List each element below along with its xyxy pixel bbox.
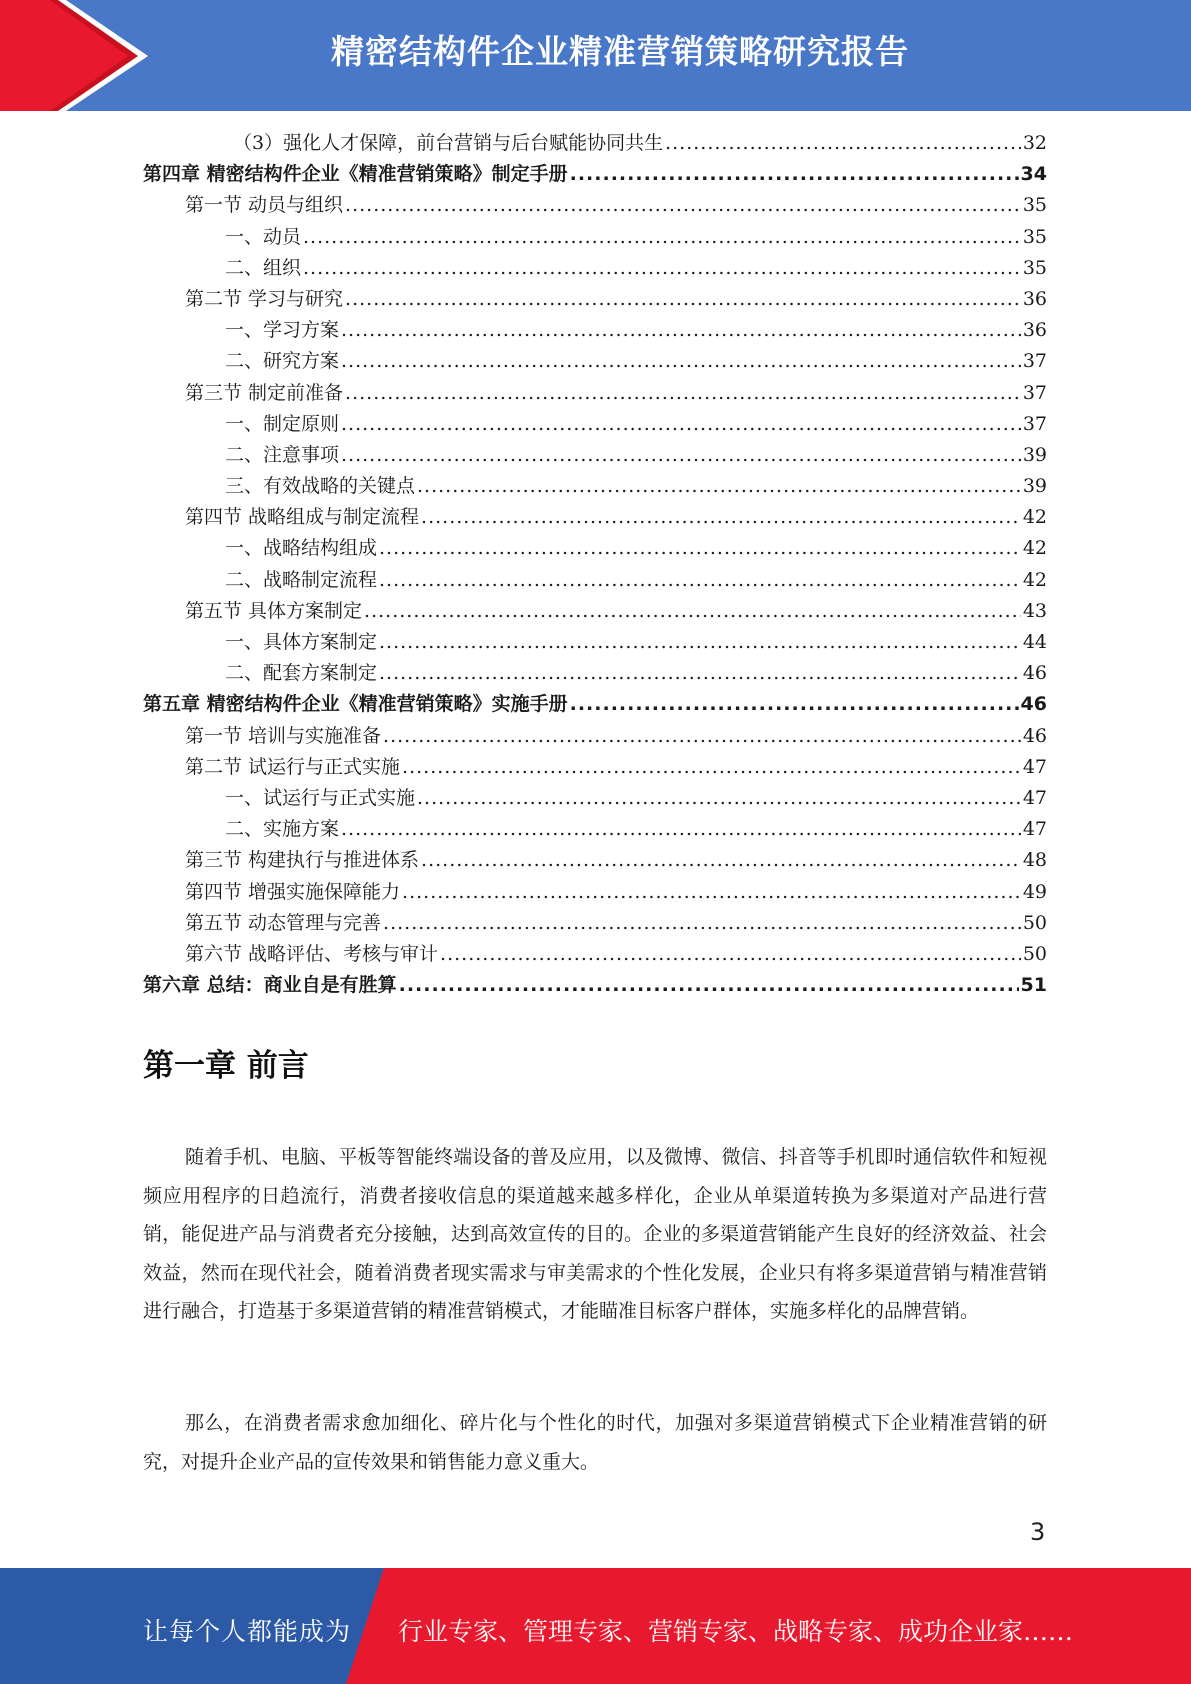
toc-entry[interactable]	[143, 721, 1047, 752]
toc-entry-title: （3）强化人才保障，前台营销与后台赋能协同共生	[233, 132, 664, 154]
toc-dot-leader	[402, 877, 1021, 908]
toc-entry[interactable]	[143, 190, 1047, 221]
toc-entry-page: 36	[1022, 287, 1047, 310]
toc-dot-leader	[303, 253, 1021, 284]
toc-entry-title: 第四节 增强实施保障能力	[185, 880, 401, 903]
toc-dot-leader	[665, 128, 1021, 159]
toc-entry-title: 第五节 具体方案制定	[185, 599, 363, 622]
toc-entry[interactable]	[143, 596, 1047, 627]
toc-dot-leader	[417, 471, 1021, 502]
toc-entry-title: 二、实施方案	[225, 818, 340, 841]
toc-dot-leader	[341, 440, 1021, 471]
toc-entry-title: 第六节 战略评估、考核与审计	[185, 942, 439, 965]
toc-dot-leader	[341, 814, 1021, 845]
toc-entry[interactable]	[143, 658, 1047, 689]
toc-entry-page: 35	[1022, 225, 1047, 248]
toc-entry-title: 第一节 动员与组织	[185, 194, 344, 217]
toc-entry[interactable]	[143, 970, 1047, 1001]
toc-entry[interactable]	[143, 253, 1047, 284]
toc-entry-page: 50	[1022, 942, 1047, 965]
toc-entry-page: 37	[1022, 412, 1047, 435]
toc-entry[interactable]	[143, 222, 1047, 253]
chapter-heading: 第一章 前言	[143, 1048, 309, 1084]
toc-entry-page: 44	[1022, 631, 1047, 653]
toc-entry-page: 43	[1022, 599, 1047, 622]
toc-dot-leader	[379, 627, 1021, 658]
toc-entry-title: 一、学习方案	[225, 319, 340, 342]
toc-dot-leader	[341, 346, 1021, 377]
toc-entry-title: 第五章 精密结构件企业《精准营销策略》实施手册	[143, 693, 568, 716]
toc-entry-page: 47	[1022, 755, 1047, 778]
toc-entry-page: 46	[1022, 662, 1047, 685]
toc-entry[interactable]	[143, 752, 1047, 783]
toc-entry-title: 第二节 学习与研究	[185, 287, 344, 310]
toc-entry-title: 二、研究方案	[225, 350, 340, 373]
toc-entry-page: 39	[1022, 443, 1047, 466]
toc-entry[interactable]	[143, 783, 1047, 814]
toc-dot-leader	[345, 190, 1021, 221]
toc-entry-page: 46	[1022, 724, 1047, 747]
toc-dot-leader	[440, 939, 1021, 970]
toc-dot-leader	[379, 565, 1021, 596]
toc-entry[interactable]	[143, 814, 1047, 845]
toc-entry-page: 49	[1022, 880, 1047, 903]
toc-entry-page: 42	[1022, 537, 1047, 560]
toc-dot-leader	[379, 533, 1021, 564]
toc-entry[interactable]	[143, 627, 1047, 658]
toc-dot-leader	[341, 315, 1021, 346]
toc-entry-title: 一、制定原则	[225, 412, 340, 435]
toc-dot-leader	[570, 159, 1019, 190]
toc-dot-leader	[303, 222, 1021, 253]
toc-entry-page: 37	[1022, 381, 1047, 404]
toc-entry-page: 35	[1022, 256, 1047, 279]
toc-entry-title: 第五节 动态管理与完善	[185, 911, 382, 934]
paragraph: 随着手机、电脑、平板等智能终端设备的普及应用，以及微博、微信、抖音等手机即时通信软件和短视频应用程序的日趋流行，消费者接收信息的渠道越来越多样化，企业从单渠道转换为多渠道对产品进行营销，能促进产品与消费者充分接触，达到高效宣传的目的。企业的多渠道营销能产生良好的经济效益、社会效益，然而在现代社会，随着消费者现实需求与审美需求的个性化发展，企业只有将多渠道营销与精准营销进行融合，打造基于多渠道营销的精准营销模式，才能瞄准目标客户群体，实施多样化的品牌营销。	[143, 1146, 1047, 1323]
toc-dot-leader	[383, 721, 1021, 752]
toc-entry[interactable]	[143, 346, 1047, 377]
footer-slogan-right: 行业专家、管理专家、营销专家、战略专家、成功企业家……	[398, 1617, 1074, 1646]
toc-dot-leader	[421, 845, 1021, 876]
toc-entry[interactable]	[143, 908, 1047, 939]
toc-entry-page: 42	[1022, 506, 1047, 529]
page-footer	[0, 1568, 1191, 1684]
toc-entry[interactable]	[143, 284, 1047, 315]
toc-entry-page: 37	[1022, 350, 1047, 373]
toc-dot-leader	[341, 409, 1021, 440]
toc-entry-page: 48	[1022, 849, 1047, 872]
toc-dot-leader	[383, 908, 1021, 939]
toc-dot-leader	[417, 783, 1021, 814]
toc-entry-title: 二、注意事项	[225, 443, 340, 466]
toc-entry-title: 二、组织	[225, 256, 302, 279]
toc-entry-title: 第三节 制定前准备	[185, 381, 344, 404]
footer-slogan-left: 让每个人都能成为	[143, 1617, 352, 1646]
toc-entry[interactable]	[143, 128, 1047, 159]
toc-dot-leader	[421, 502, 1021, 533]
header-arrow-decoration	[0, 0, 160, 111]
toc-entry-page: 35	[1022, 194, 1047, 217]
toc-dot-leader	[345, 284, 1021, 315]
toc-entry-title: 二、配套方案制定	[225, 662, 378, 685]
toc-entry-page: 47	[1022, 818, 1047, 841]
toc-dot-leader	[399, 970, 1019, 1001]
toc-entry-page: 34	[1020, 163, 1047, 186]
toc-entry-page: 39	[1022, 475, 1047, 498]
toc-entry-title: 一、战略结构组成	[225, 537, 378, 560]
toc-entry[interactable]	[143, 471, 1047, 502]
toc-entry[interactable]	[143, 502, 1047, 533]
toc-dot-leader	[402, 752, 1021, 783]
toc-entry-title: 三、有效战略的关键点	[225, 475, 416, 498]
toc-entry[interactable]	[143, 409, 1047, 440]
toc-entry-title: 第二节 试运行与正式实施	[185, 755, 401, 778]
page-header	[0, 0, 1191, 111]
toc-dot-leader	[570, 689, 1019, 720]
page-number: 3	[1030, 1518, 1046, 1546]
toc-entry-page: 36	[1022, 319, 1047, 342]
toc-entry-title: 一、动员	[225, 225, 302, 248]
toc-entry[interactable]	[143, 689, 1047, 720]
toc-entry[interactable]	[143, 315, 1047, 346]
toc-entry-title: 一、具体方案制定	[225, 631, 378, 653]
toc-entry-title: 第一节 培训与实施准备	[185, 724, 382, 747]
toc-entry-page: 47	[1022, 786, 1047, 809]
toc-entry[interactable]	[143, 565, 1047, 596]
toc-dot-leader	[379, 658, 1021, 689]
toc-entry[interactable]	[143, 159, 1047, 190]
toc-dot-leader	[364, 596, 1021, 627]
toc-entry[interactable]	[143, 877, 1047, 908]
toc-entry-page: 51	[1020, 974, 1047, 997]
toc-entry-title: 第六章 总结：商业自是有胜算	[143, 974, 397, 997]
paragraph: 那么，在消费者需求愈加细化、碎片化与个性化的时代，加强对多渠道营销模式下企业精准营销的研究，对提升企业产品的宣传效果和销售能力意义重大。	[143, 1412, 1047, 1473]
toc-entry-title: 第三节 构建执行与推进体系	[185, 849, 420, 872]
toc-entry[interactable]	[143, 378, 1047, 409]
toc-entry-title: 二、战略制定流程	[225, 568, 378, 591]
toc-entry[interactable]	[143, 440, 1047, 471]
table-of-contents	[143, 128, 1047, 1001]
toc-entry-page: 42	[1022, 568, 1047, 591]
toc-entry-title: 第四节 战略组成与制定流程	[185, 506, 420, 529]
report-title: 精密结构件企业精准营销策略研究报告	[331, 32, 909, 71]
toc-entry-page: 46	[1020, 693, 1047, 716]
toc-entry[interactable]	[143, 939, 1047, 970]
toc-entry[interactable]	[143, 533, 1047, 564]
toc-dot-leader	[345, 378, 1021, 409]
toc-entry-title: 第四章 精密结构件企业《精准营销策略》制定手册	[143, 163, 568, 186]
toc-entry[interactable]	[143, 845, 1047, 876]
toc-entry-title: 一、试运行与正式实施	[225, 786, 416, 809]
toc-entry-page: 50	[1022, 911, 1047, 934]
toc-entry-page: 32	[1022, 132, 1047, 154]
